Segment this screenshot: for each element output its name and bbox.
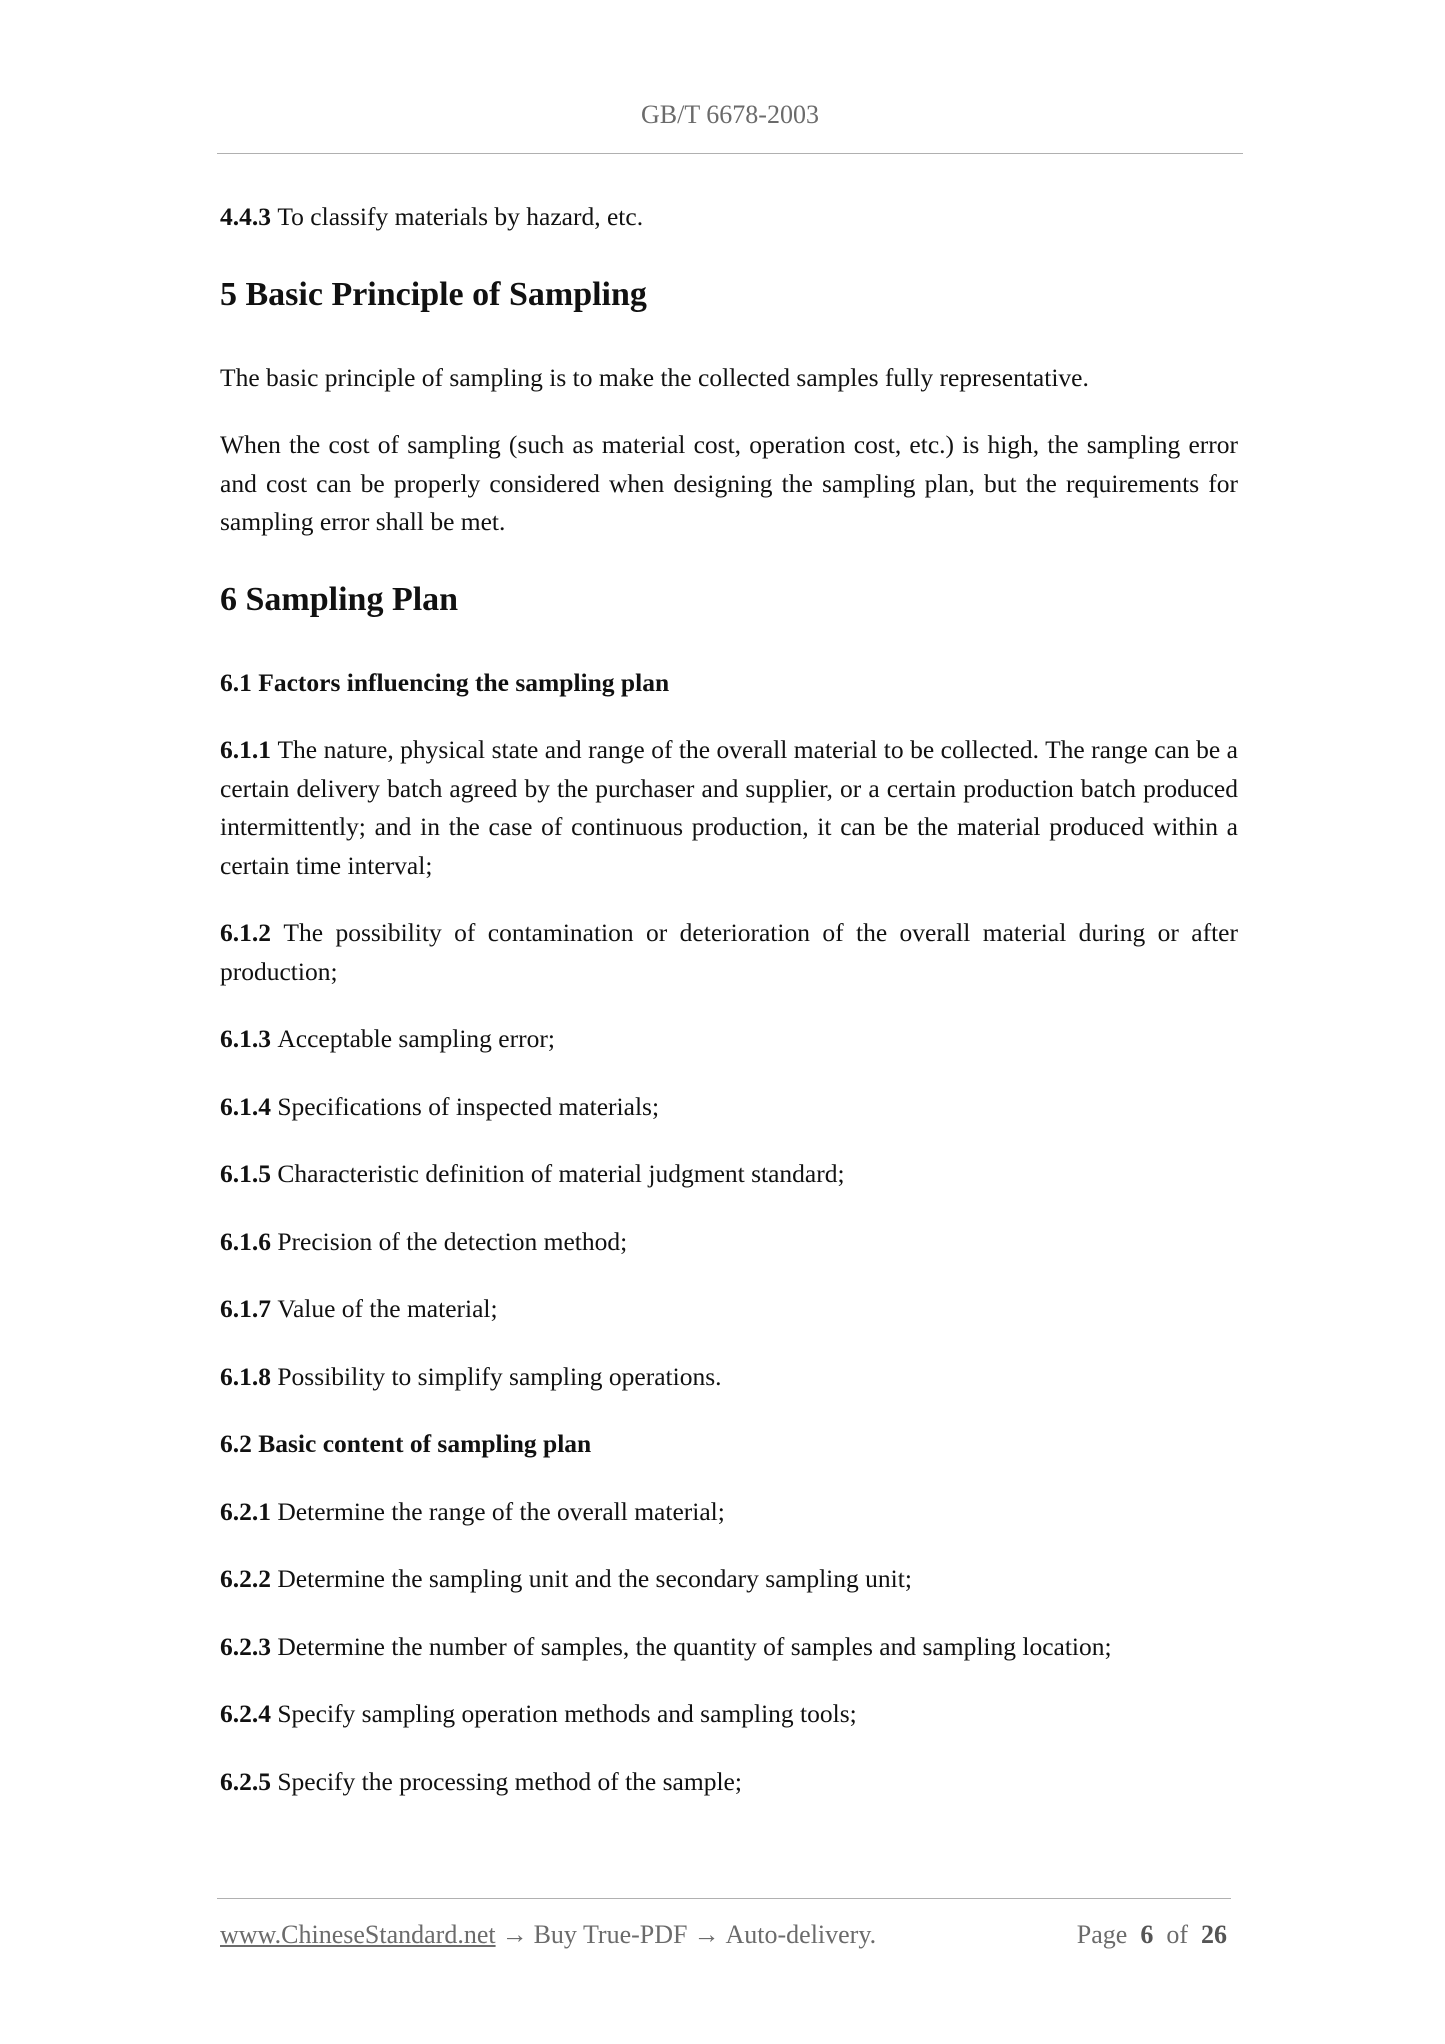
- clause-6-2-1: [220, 1493, 1238, 1532]
- header-divider: [217, 153, 1243, 154]
- clause-6-1-2: [220, 914, 1238, 991]
- page-header: GB/T 6678-2003: [641, 100, 819, 129]
- clause-number: 4.4.3: [220, 202, 271, 231]
- subsection-6-1-heading: 6.1 Factors influencing the sampling plan: [220, 667, 670, 697]
- clause-number: 6.2.5: [220, 1766, 271, 1796]
- clause-text: To classify materials by hazard, etc.: [277, 202, 644, 231]
- clause-text: Specify the processing method of the sample;: [277, 1766, 742, 1796]
- buy-text: Buy True-PDF: [533, 1920, 688, 1949]
- clause-number: 6.1.3: [220, 1024, 271, 1053]
- clause-6-1-4: [220, 1088, 1238, 1127]
- page-footer: [220, 1918, 1231, 1952]
- clause-6-2-2: [220, 1560, 1238, 1599]
- section-6-heading: 6 Sampling Plan: [220, 580, 459, 618]
- clause-number: 6.1.2: [220, 918, 271, 947]
- clause-number: 6.1.4: [220, 1091, 271, 1121]
- clause-text: Precision of the detection method;: [277, 1226, 628, 1256]
- clause-text: Determine the range of the overall material;: [277, 1496, 725, 1526]
- clause-text: The nature, physical state and range of the overall material to be collected. The range can be a certain delivery batch agreed by the purchaser and supplier, or a certain production batch produced intermittently; and in the case of continuous production, it can be the material produced within a certain time interval;: [220, 735, 1238, 880]
- clause-number: 6.2.4: [220, 1699, 271, 1728]
- clause-text: Specifications of inspected materials;: [277, 1091, 660, 1121]
- clause-6-1-6: [220, 1223, 1238, 1262]
- clause-6-1-7: [220, 1290, 1238, 1329]
- clause-number: 6.2.1: [220, 1496, 271, 1526]
- clause-6-2-3: [220, 1628, 1238, 1667]
- section-5-paragraph-2: When the cost of sampling (such as material cost, operation cost, etc.) is high, the sampling error and cost can be properly considered when designing the sampling plan, but the requirements for sampling error shall be met.: [220, 430, 1238, 536]
- clause-text: Possibility to simplify sampling operations.: [277, 1361, 722, 1391]
- section-5-heading: 5 Basic Principle of Sampling: [220, 275, 647, 313]
- site-link[interactable]: www.ChineseStandard.net: [220, 1920, 496, 1949]
- arrow-right-icon: →: [693, 1920, 720, 1949]
- clause-text: Determine the sampling unit and the secondary sampling unit;: [277, 1564, 912, 1593]
- clause-4-4-3: [220, 198, 1238, 237]
- clause-number: 6.2.2: [220, 1564, 271, 1593]
- clause-number: 6.1.1: [220, 735, 271, 764]
- clause-6-1-8: [220, 1358, 1238, 1397]
- clause-6-1-3: [220, 1020, 1238, 1059]
- clause-number: 6.1.8: [220, 1361, 271, 1391]
- clause-text: Acceptable sampling error;: [277, 1024, 555, 1053]
- clause-number: 6.1.7: [220, 1294, 271, 1323]
- clause-text: The possibility of contamination or deterioration of the overall material during or after production;: [220, 918, 1238, 986]
- arrow-right-icon: →: [501, 1920, 528, 1949]
- clause-6-1-1: [220, 731, 1238, 885]
- clause-text: Determine the number of samples, the quantity of samples and sampling location;: [277, 1631, 1112, 1661]
- document-body: [220, 198, 1238, 1830]
- clause-number: 6.2.3: [220, 1631, 271, 1661]
- clause-text: Characteristic definition of material judgment standard;: [277, 1159, 845, 1188]
- clause-6-2-4: [220, 1695, 1238, 1734]
- page-of: of: [1166, 1920, 1188, 1949]
- clause-text: Specify sampling operation methods and sampling tools;: [277, 1699, 857, 1728]
- clause-number: 6.1.6: [220, 1226, 271, 1256]
- subsection-6-2-heading: 6.2 Basic content of sampling plan: [220, 1429, 592, 1458]
- footer-divider: [217, 1898, 1231, 1899]
- delivery-text: Auto-delivery.: [725, 1920, 877, 1949]
- page-current: 6: [1140, 1920, 1154, 1949]
- clause-text: Value of the material;: [277, 1294, 498, 1323]
- page-total: 26: [1201, 1920, 1227, 1949]
- clause-number: 6.1.5: [220, 1159, 271, 1188]
- page-number: [1077, 1918, 1227, 1952]
- clause-6-2-5: [220, 1763, 1238, 1802]
- clause-6-1-5: [220, 1155, 1238, 1194]
- page-label: Page: [1076, 1920, 1128, 1949]
- section-5-paragraph-1: The basic principle of sampling is to make the collected samples fully representative.: [220, 362, 1089, 392]
